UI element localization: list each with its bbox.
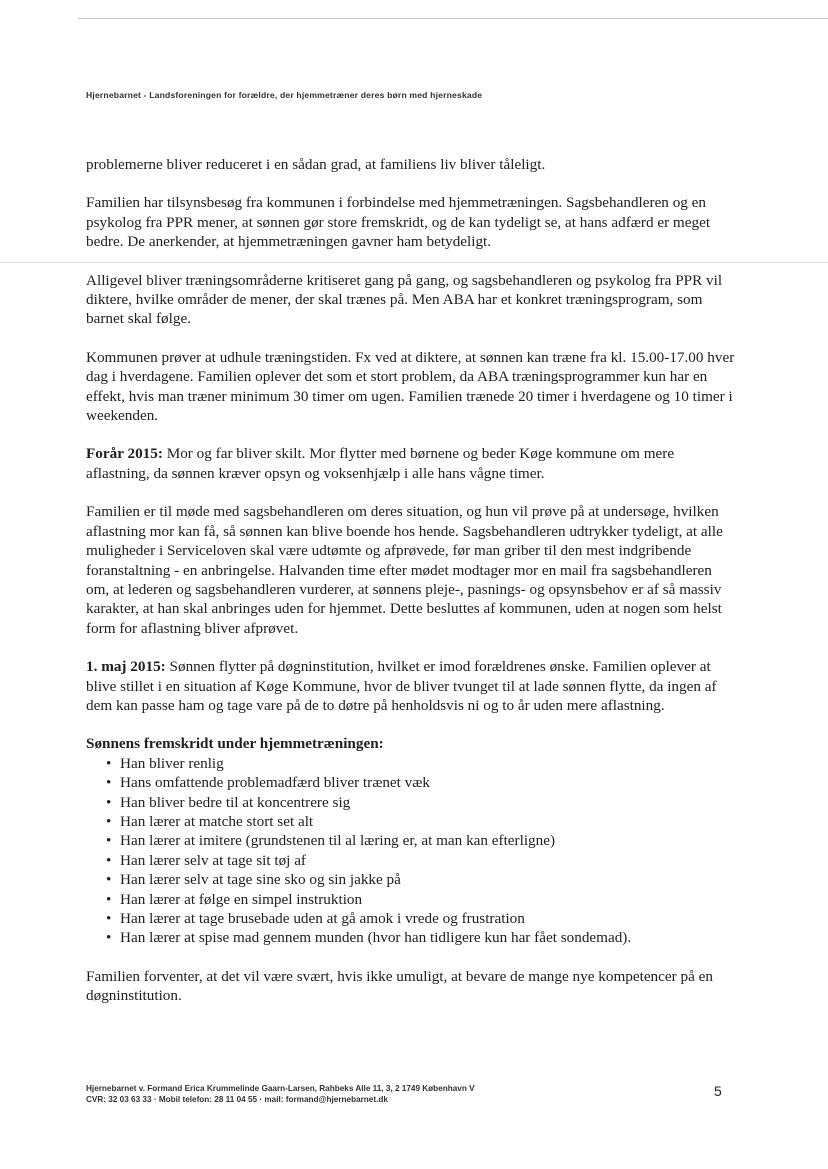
paragraph-5-text: Mor og far bliver skilt. Mor flytter med børnene og beder Køge kommune om mere aflastning, da sønnen kræver opsyn og voksenhjælp i alle hans vågne timer. <box>86 445 675 482</box>
bullet-icon: • <box>106 774 112 792</box>
list-item: • Han lærer at følge en simpel instruktion <box>106 890 363 908</box>
list-item: • Han lærer selv at tage sine sko og sin jakke på <box>106 871 401 889</box>
footer-address: Hjernebarnet v. Formand Erica Krummelinde Gaarn-Larsen, Rahbeks Alle 11, 3, 2 1749 København V <box>86 1084 475 1093</box>
paragraph-7 <box>86 657 736 715</box>
bullet-icon: • <box>106 851 112 869</box>
paragraph-2: Familien har tilsynsbesøg fra kommunen i forbindelse med hjemmetræningen. Sagsbehandleren og en psykolog fra PPR mener, at sønnen gør store fremskridt, og de kan tydeligt se, at hans adfærd er meget bedre. De anerkender, at hjemmetræningen gavner ham betydeligt. <box>86 194 711 251</box>
list-item: • Han lærer at matche stort set alt <box>106 812 314 830</box>
bullet-icon: • <box>106 754 112 772</box>
paragraph-8: Familien forventer, at det vil være svært, hvis ikke umuligt, at bevare de mange nye kompetencer på en døgninstitution. <box>86 967 713 1005</box>
list-item: • Han lærer selv at tage sit tøj af <box>106 851 306 869</box>
paragraph-5 <box>86 444 736 483</box>
bullet-icon: • <box>106 890 112 908</box>
paragraph-3: Alligevel bliver træningsområderne kritiseret gang på gang, og sagsbehandleren og psykolog fra PPR vil diktere, hvilke områder de mener, der skal trænes på. Men ABA har et konkret træningsprogram, som barnet skal følge. <box>86 271 723 328</box>
page-footer <box>86 1083 606 1105</box>
paragraph-6: Familien er til møde med sagsbehandleren om deres situation, og hun vil prøve på at undersøge, hvilken aflastning mor kan få, så sønnen kan blive boende hos hende. Sagsbehandleren udtrykker tydeligt, at alle muligheder i Serviceloven skal være udtømte og afprøvede, før man griber til den mest indgribende foranstaltning - en anbringelse. Halvanden time efter mødet modtager mor en mail fra sagsbehandleren om, at lederen og sagsbehandleren vurderer, at sønnens pleje-, pasnings- og opsynsbehov er af så massiv karakter, at han skal anbringes uden for hjemmet. Dette besluttes af kommunen, uden at nogen som helst form for aflastning bliver afprøvet. <box>86 503 723 637</box>
progress-list <box>86 754 736 948</box>
list-item: • Han lærer at imitere (grundstenen til al læring er, at man kan efterligne) <box>106 832 556 850</box>
date-label-spring-2015: Forår 2015: <box>86 445 163 463</box>
bullet-icon: • <box>106 832 112 850</box>
bullet-icon: • <box>106 793 112 811</box>
scan-edge-line <box>78 18 828 19</box>
paragraph-7-text: Sønnen flytter på døgninstitution, hvilket er imod forældrenes ønske. Familien oplever at blive stillet i en situation af Køge Kommune, hvor de bliver tvunget til at lade sønnen flytte, da ingen af dem kan passe ham og tage vare på de to døtre på henholdsvis ni og to år uden mere aflastning. <box>86 658 717 714</box>
bullet-icon: • <box>106 910 112 927</box>
bullet-icon: • <box>106 929 112 947</box>
page-header: Hjernebarnet - Landsforeningen for forældre, der hjemmetræner deres børn med hjerneskade <box>86 90 483 100</box>
page-number: 5 <box>714 1083 722 1099</box>
list-item: • Han bliver renlig <box>106 754 224 772</box>
list-item: • Hans omfattende problemadfærd bliver trænet væk <box>106 774 431 792</box>
paragraph-4: Kommunen prøver at udhule træningstiden. Fx ved at diktere, at sønnen kan træne fra kl. 15.00-17.00 hver dag i hverdagene. Familien oplever det som et stort problem, da ABA træningsprogrammer kun har en effekt, hvis man træner minimum 30 timer om ugen. Familien trænede 20 timer i hverdagene og 10 timer i weekenden. <box>86 348 735 425</box>
list-item: • Han bliver bedre til at koncentrere sig <box>106 793 351 811</box>
document-body <box>86 155 736 1006</box>
list-item: • Han lærer at tage brusebade uden at gå amok i vrede og frustration <box>106 910 525 927</box>
date-label-may-2015: 1. maj 2015: <box>86 658 166 676</box>
footer-contact: CVR: 32 03 63 33 · Mobil telefon: 28 11 04 55 · mail: formand@hjernebarnet.dk <box>86 1095 388 1104</box>
paragraph-1: problemerne bliver reduceret i en sådan grad, at familiens liv bliver tåleligt. <box>86 156 546 173</box>
bullet-icon: • <box>106 812 112 830</box>
list-heading: Sønnens fremskridt under hjemmetræningen: <box>86 735 384 753</box>
bullet-icon: • <box>106 871 112 889</box>
list-item: • Han lærer at spise mad gennem munden (hvor han tidligere kun har fået sondemad). <box>106 929 632 947</box>
